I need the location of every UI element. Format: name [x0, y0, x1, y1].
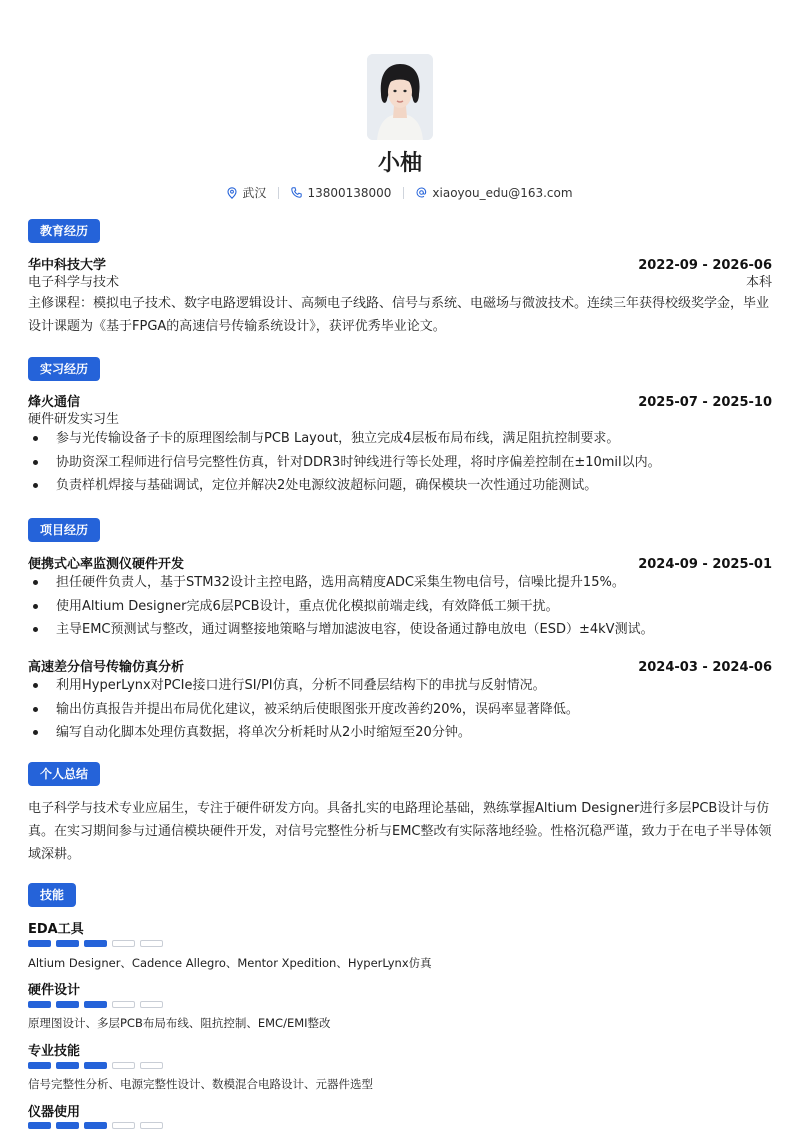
contact-email — [416, 186, 572, 200]
list-item: 编写自动化脚本处理仿真数据，将单次分析耗时从2小时缩短至20分钟。 — [28, 721, 772, 745]
skill-name: EDA工具 — [28, 922, 84, 937]
location-text: 武汉 — [242, 186, 267, 200]
contact-location — [227, 184, 266, 201]
list-item: 利用HyperLynx对PCIe接口进行SI/PI仿真，分析不同叠层结构下的串扰与反射情况。 — [28, 674, 772, 698]
education-description: 主修课程：模拟电子技术、数字电路逻辑设计、高频电子线路、信号与系统、电磁场与微波技术。连续三年获得校级奖学金，毕业设计课题为《基于FPGA的高速信号传输系统设计》，获评优秀毕业论文。 — [28, 296, 770, 334]
school-name: 华中科技大学 — [28, 258, 107, 273]
internship-dates: 2025-07 - 2025-10 — [638, 395, 772, 410]
list-item: 主导EMC预测试与整改，通过调整接地策略与增加滤波电容，使设备通过静电放电（ESD）±4kV测试。 — [28, 618, 772, 642]
skill-bar-filled — [28, 1001, 51, 1008]
project-bullets — [28, 674, 772, 745]
internship-role-row — [28, 408, 772, 427]
list-item: 输出仿真报告并提出布局优化建议，被采纳后使眼图张开度改善约20%，误码率显著降低。 — [28, 698, 772, 722]
skill-level-bars — [28, 1001, 163, 1008]
skill-bar-filled — [28, 1062, 51, 1069]
internship-bullets — [28, 427, 772, 498]
contact-divider — [403, 187, 404, 199]
contact-divider — [278, 187, 279, 199]
skill-bar-empty — [112, 1001, 135, 1008]
project-title: 高速差分信号传输仿真分析 — [28, 660, 185, 675]
avatar-portrait-icon — [367, 54, 433, 140]
skill-name: 硬件设计 — [28, 983, 81, 998]
skill-bar-empty — [112, 1062, 135, 1069]
education-sub-row — [28, 271, 772, 290]
contact-phone — [291, 186, 391, 200]
skill-bar-empty — [140, 940, 163, 947]
candidate-name: 小柚 — [377, 151, 422, 176]
skill-bar-filled — [84, 1122, 107, 1129]
skill-bar-empty — [140, 1062, 163, 1069]
section-tag-projects: 项目经历 — [28, 518, 100, 542]
skill-bar-filled — [56, 1122, 79, 1129]
skill-bar-filled — [84, 940, 107, 947]
project-header-row — [28, 656, 772, 675]
education-dates: 2022-09 - 2026-06 — [638, 258, 772, 273]
skill-level-bars — [28, 940, 163, 947]
project-bullets — [28, 571, 772, 642]
skill-description: 信号完整性分析、电源完整性设计、数模混合电路设计、元器件选型 — [28, 1077, 373, 1091]
skill-bar-filled — [28, 1122, 51, 1129]
phone-icon — [291, 187, 302, 198]
skill-bar-empty — [112, 940, 135, 947]
skill-level-bars — [28, 1122, 163, 1129]
internship-role: 硬件研发实习生 — [28, 412, 120, 427]
at-icon — [416, 187, 427, 198]
project-dates: 2024-03 - 2024-06 — [638, 660, 772, 675]
email-text[interactable]: xiaoyou_edu@163.com — [432, 185, 573, 200]
list-item: 负责样机焊接与基础调试，定位并解决2处电源纹波超标问题，确保模块一次性通过功能测试。 — [28, 474, 772, 498]
skill-name: 仪器使用 — [28, 1105, 81, 1120]
skill-bar-empty — [140, 1001, 163, 1008]
skill-description: Altium Designer、Cadence Allegro、Mentor Xpedition、HyperLynx仿真 — [28, 956, 432, 970]
phone-text[interactable]: 13800138000 — [307, 185, 392, 200]
list-item: 协助资深工程师进行信号完整性仿真，针对DDR3时钟线进行等长处理，将时序偏差控制在±10mil以内。 — [28, 451, 772, 475]
summary-text: 电子科学与技术专业应届生，专注于硬件研发方向。具备扎实的电路理论基础，熟练掌握Altium Designer进行多层PCB设计与仿真。在实习期间参与过通信模块硬件开发，对信号完整性分析与EMC整改有实际落地经验。性格沉稳严谨，致力于在电子半导体领域深耕。 — [28, 801, 772, 862]
skill-bar-filled — [84, 1062, 107, 1069]
project-dates: 2024-09 - 2025-01 — [638, 557, 772, 572]
major-name: 电子科学与技术 — [28, 275, 120, 290]
skill-bar-filled — [84, 1001, 107, 1008]
contact-bar — [0, 184, 800, 201]
list-item: 担任硬件负责人，基于STM32设计主控电路，选用高精度ADC采集生物电信号，信噪比提升15%。 — [28, 571, 772, 595]
list-item: 参与光传输设备子卡的原理图绘制与PCB Layout，独立完成4层板布局布线，满足阻抗控制要求。 — [28, 427, 772, 451]
section-tag-education: 教育经历 — [28, 219, 100, 243]
project-title: 便携式心率监测仪硬件开发 — [28, 557, 185, 572]
project-header-row — [28, 553, 772, 572]
avatar — [367, 54, 433, 140]
skill-bar-filled — [56, 1001, 79, 1008]
skill-name: 专业技能 — [28, 1044, 81, 1059]
skill-bar-filled — [28, 940, 51, 947]
skill-bar-empty — [140, 1122, 163, 1129]
skill-description: 原理图设计、多层PCB布局布线、阻抗控制、EMC/EMI整改 — [28, 1016, 331, 1030]
skill-bar-empty — [112, 1122, 135, 1129]
section-tag-summary: 个人总结 — [28, 762, 100, 786]
section-tag-skills: 技能 — [28, 883, 76, 907]
section-tag-internship: 实习经历 — [28, 357, 100, 381]
list-item: 使用Altium Designer完成6层PCB设计，重点优化模拟前端走线，有效降低工频干扰。 — [28, 595, 772, 619]
skill-level-bars — [28, 1062, 163, 1069]
company-name: 烽火通信 — [28, 395, 81, 410]
skill-bar-filled — [56, 1062, 79, 1069]
skill-bar-filled — [56, 940, 79, 947]
degree-name: 本科 — [745, 275, 772, 290]
location-pin-icon — [227, 187, 237, 199]
